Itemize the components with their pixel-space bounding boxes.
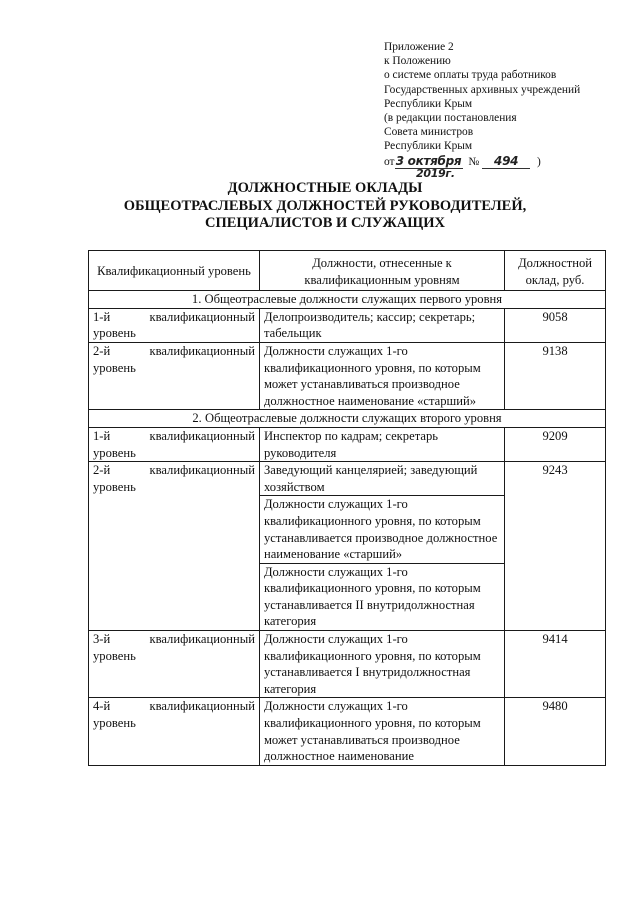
title-line: СПЕЦИАЛИСТОВ И СЛУЖАЩИХ	[204, 215, 445, 231]
title-line: ДОЛЖНОСТНЫЕ ОКЛАДЫ	[227, 180, 423, 196]
table-row	[89, 308, 606, 342]
salary-cell: 9209	[505, 427, 606, 461]
appendix-line: о системе оплаты труда работников	[384, 69, 557, 82]
title-line: ОБЩЕОТРАСЛЕВЫХ ДОЛЖНОСТЕЙ РУКОВОДИТЕЛЕЙ,	[123, 197, 527, 214]
level-tail: уровень	[93, 479, 136, 494]
positions-cell: Инспектор по кадрам; секретарь руководителя	[259, 427, 504, 461]
level-cell	[89, 698, 260, 765]
salary-cell: 9480	[505, 698, 606, 765]
header-level: Квалификационный уровень	[89, 251, 260, 291]
level-cell	[89, 631, 260, 698]
appendix-line: Республики Крым	[384, 97, 473, 110]
level-number: 1-й	[93, 428, 111, 443]
appendix-date-line	[384, 153, 614, 180]
section-row	[89, 291, 606, 309]
appendix-note	[384, 40, 614, 180]
table-row	[89, 427, 606, 461]
positions-cell: Должности служащих 1-го квалификационного уровня, по которым может устанавливаться производное должностное наименование «старший»	[259, 342, 504, 409]
level-word: квалификационный	[149, 428, 255, 443]
level-word: квалификационный	[149, 309, 255, 324]
level-tail: уровень	[93, 360, 136, 375]
level-cell	[89, 462, 260, 631]
level-number: 1-й	[93, 309, 111, 324]
level-word: квалификационный	[149, 699, 255, 714]
handwritten-date: 3 октября	[395, 153, 462, 168]
date-suffix: )	[536, 155, 541, 168]
level-number: 2-й	[93, 463, 111, 478]
level-word: квалификационный	[149, 463, 255, 478]
section-title: 1. Общеотраслевые должности служащих первого уровня	[89, 291, 606, 309]
level-word: квалификационный	[149, 343, 255, 358]
level-number: 3-й	[93, 632, 111, 647]
appendix-line: Государственных архивных учреждений	[384, 83, 581, 96]
document-title	[90, 180, 560, 233]
table-row	[89, 631, 606, 698]
salary-cell: 9243	[505, 462, 606, 631]
salary-cell: 9138	[505, 342, 606, 409]
salary-table	[88, 250, 606, 766]
handwritten-year: 2019г.	[416, 166, 455, 180]
level-tail: уровень	[93, 648, 136, 663]
table-row	[89, 698, 606, 765]
salary-cell: 9058	[505, 308, 606, 342]
positions-cell: Делопроизводитель; кассир; секретарь; табельщик	[259, 308, 504, 342]
level-tail: уровень	[93, 326, 136, 341]
number-sign: №	[468, 155, 480, 168]
positions-cell: Должности служащих 1-го квалификационного уровня, по которым устанавливается производное должностное наименование «старший»	[259, 496, 504, 563]
header-salary: Должностной оклад, руб.	[505, 251, 606, 291]
level-number: 4-й	[93, 699, 111, 714]
level-tail: уровень	[93, 716, 136, 731]
level-number: 2-й	[93, 343, 111, 358]
positions-cell: Должности служащих 1-го квалификационного уровня, по которым может устанавливаться производное должностное наименование	[259, 698, 504, 765]
appendix-line: Совета министров	[384, 126, 474, 139]
positions-cell: Должности служащих 1-го квалификационного уровня, по которым устанавливается II внутридолжностная категория	[259, 563, 504, 630]
appendix-line: (в редакции постановления	[384, 112, 517, 125]
level-cell	[89, 427, 260, 461]
appendix-line: Республики Крым	[384, 140, 473, 153]
appendix-line: к Положению	[384, 55, 451, 68]
table-row	[89, 462, 606, 496]
salary-cell: 9414	[505, 631, 606, 698]
table-row	[89, 342, 606, 409]
level-word: квалификационный	[149, 632, 255, 647]
date-prefix: от	[384, 155, 395, 168]
appendix-line: Приложение 2	[384, 41, 454, 53]
level-cell	[89, 342, 260, 409]
level-cell	[89, 308, 260, 342]
positions-cell: Должности служащих 1-го квалификационного уровня, по которым устанавливается I внутридолжностная категория	[259, 631, 504, 698]
section-row	[89, 410, 606, 428]
level-tail: уровень	[93, 445, 136, 460]
table-header-row	[89, 251, 606, 291]
handwritten-number: 494	[482, 154, 530, 169]
section-title: 2. Общеотраслевые должности служащих второго уровня	[89, 410, 606, 428]
positions-cell: Заведующий канцелярией; заведующий хозяйством	[259, 462, 504, 496]
header-positions: Должности, отнесенные к квалификационным уровням	[259, 251, 504, 291]
